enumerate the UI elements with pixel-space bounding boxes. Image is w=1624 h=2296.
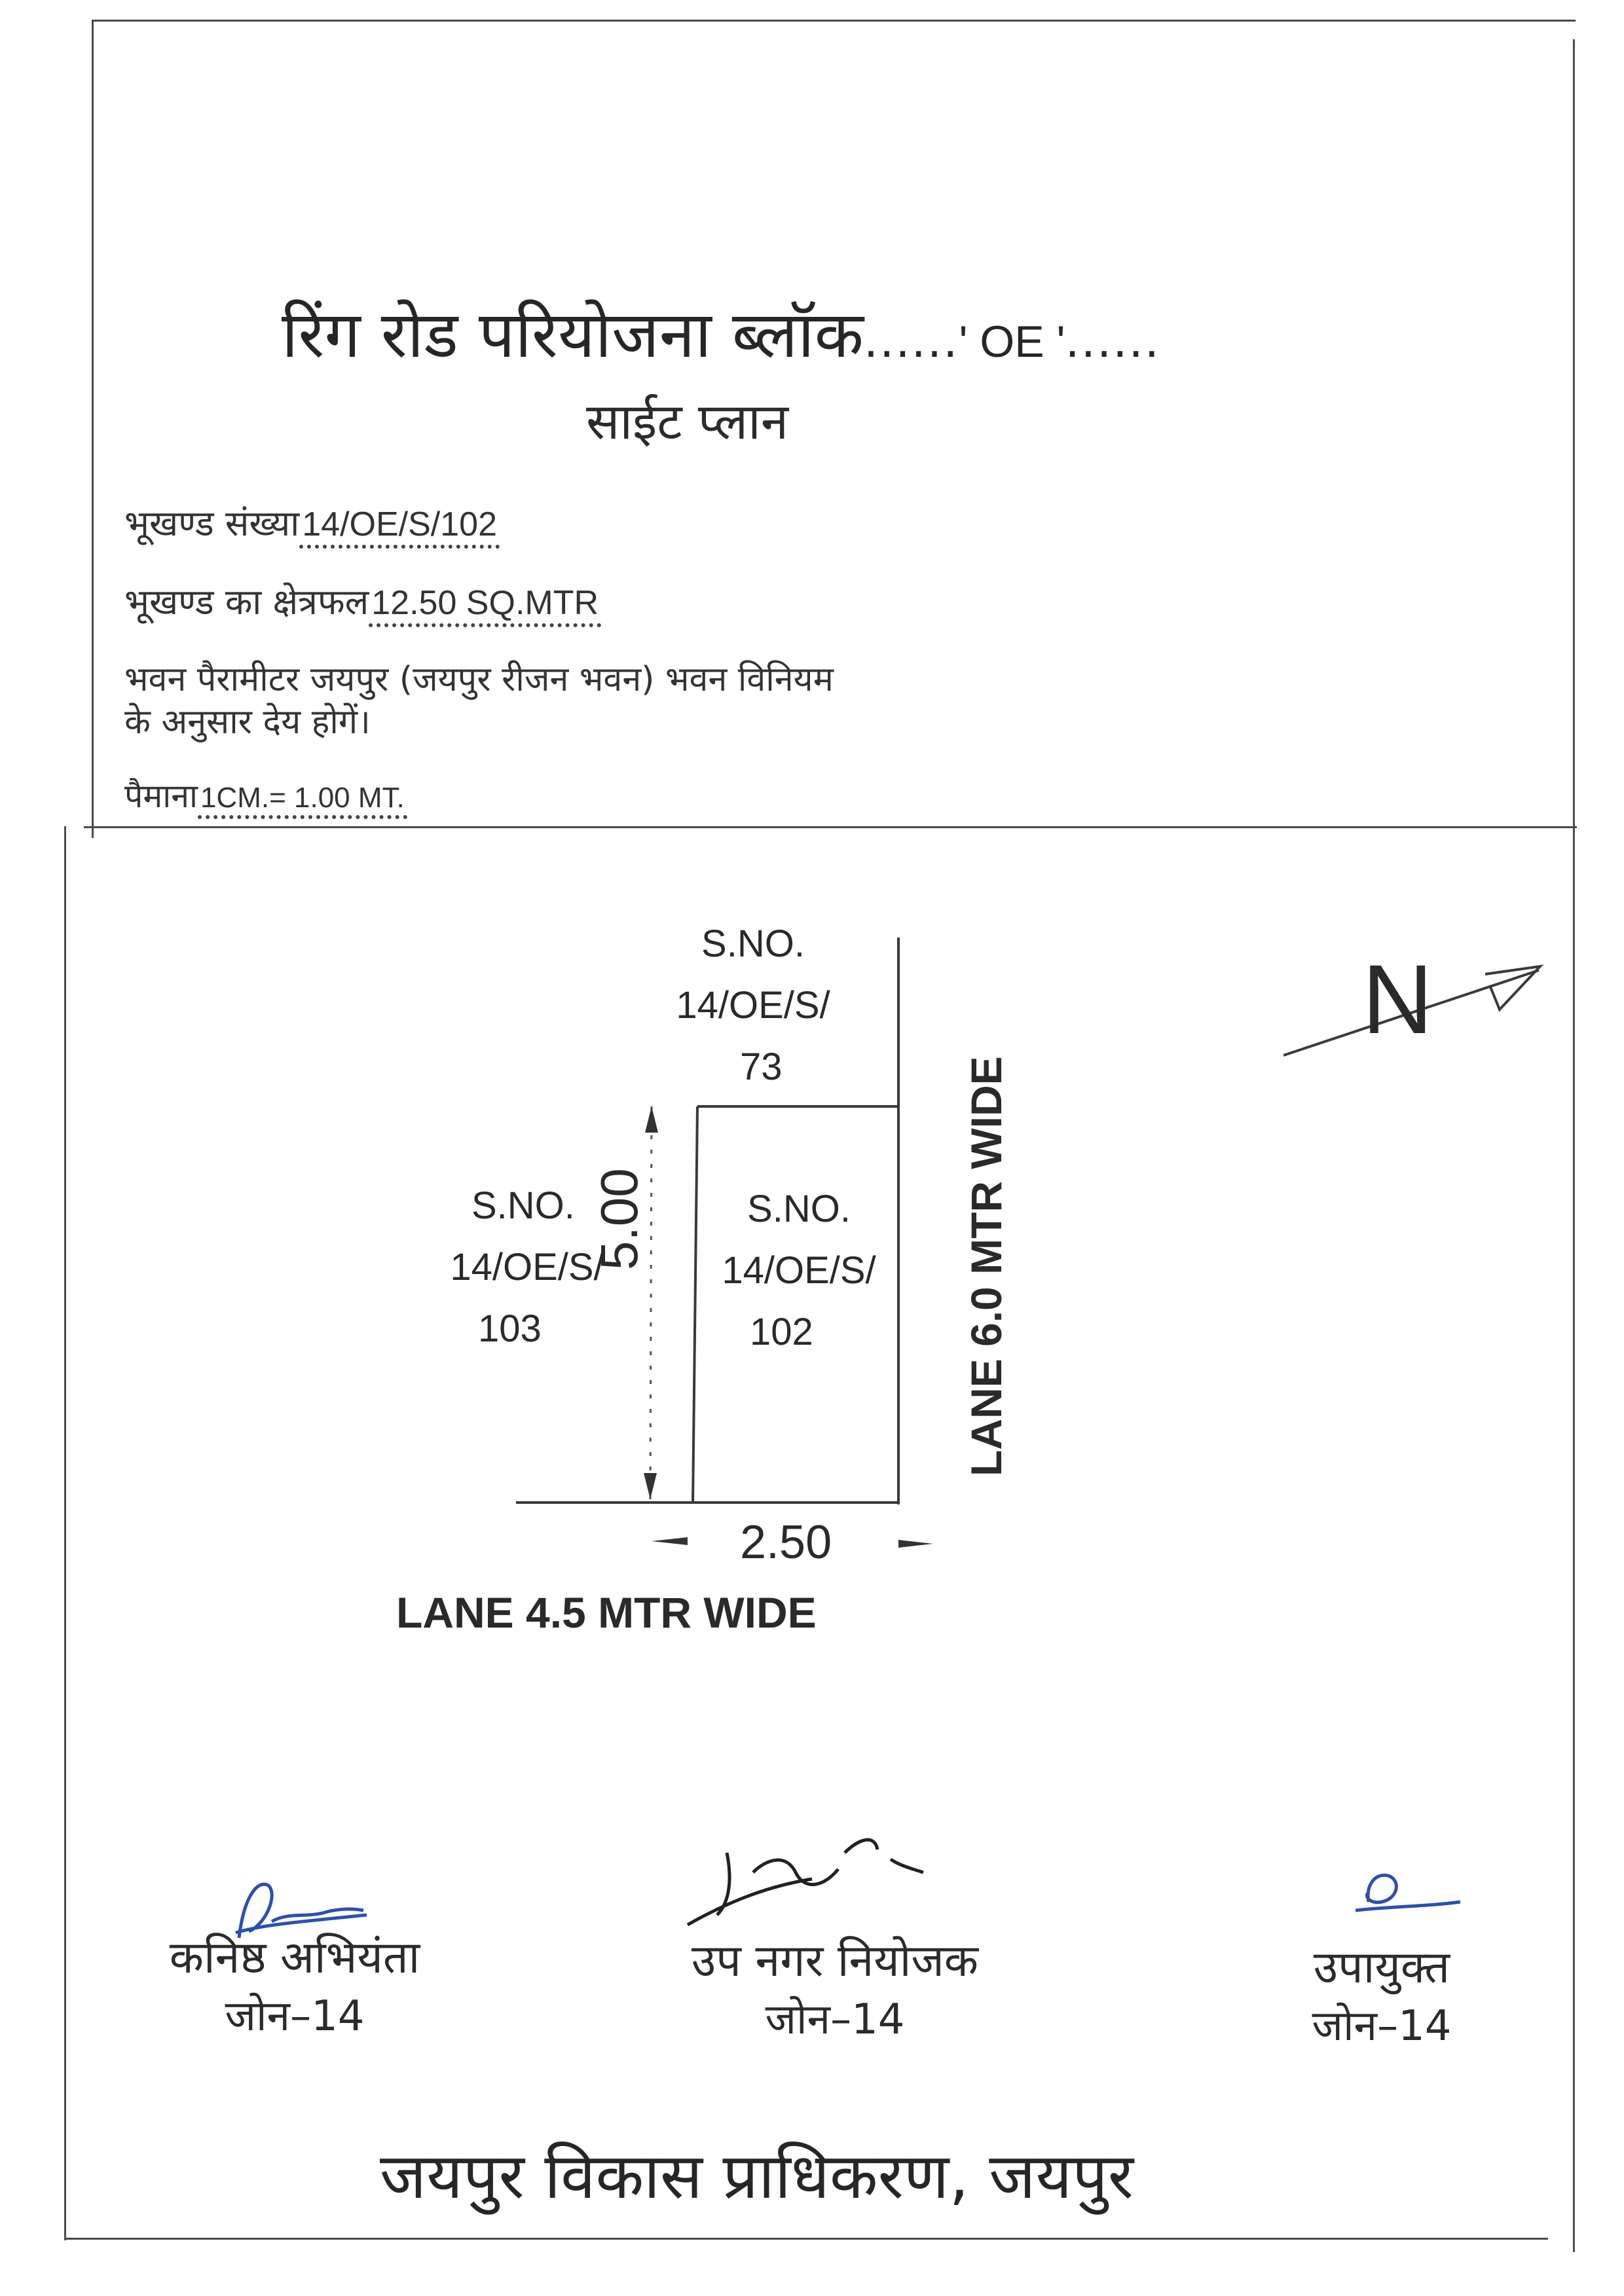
signatory-deputy-commissioner: [1267, 1935, 1496, 2052]
document-subtitle: साईट प्लान: [586, 392, 789, 450]
signatory-deputy-town-planner-zone: जोन–14: [765, 1995, 905, 2044]
depth-arrow-down: [644, 1473, 657, 1499]
block-code: ' OE ': [959, 317, 1065, 367]
plot-area-label: भूखण्ड का क्षेत्रफल: [124, 581, 369, 623]
plot-west-line2: 14/OE/S/: [450, 1246, 604, 1288]
lane-right-label: LANE 6.0 MTR WIDE: [962, 1056, 1010, 1476]
depth-arrow-up: [645, 1106, 658, 1133]
signatory-junior-engineer-zone: जोन–14: [225, 1992, 365, 2041]
title-dots-right: ......: [1065, 314, 1160, 368]
signatory-deputy-town-planner-title: उप नगर नियोजक: [691, 1935, 979, 1987]
scale-label: पैमाना: [124, 777, 198, 815]
authority-footer: जयपुर विकास प्राधिकरण, जयपुर: [380, 2140, 1134, 2213]
plot-west-line3: 103: [478, 1307, 542, 1350]
title-text: रिंग रोड परियोजना ब्लॉक: [282, 298, 864, 373]
width-arrow-left: [652, 1537, 688, 1545]
signatory-deputy-town-planner: [638, 1928, 1031, 2046]
plot-north-line1: S.NO.: [701, 922, 805, 965]
north-marker: N: [1362, 944, 1433, 1054]
plot-subject-line1: S.NO.: [747, 1188, 851, 1230]
signature-deputy-commissioner: [1356, 1875, 1460, 1910]
width-dimension-label: 2.50: [740, 1516, 832, 1569]
plot-number-label: भूखण्ड संख्या: [124, 503, 300, 544]
plot-label-north: [655, 913, 851, 1098]
title-dots-left: ......: [863, 314, 959, 368]
plot-west-line: [693, 1106, 697, 1503]
signature-deputy-town-planner: [688, 1840, 923, 1925]
plot-label-subject: [704, 1178, 894, 1363]
plot-north-line3: 73: [740, 1046, 783, 1088]
signatory-junior-engineer-title: कनिष्ठ अभियंता: [169, 1932, 420, 1984]
plot-north-line2: 14/OE/S/: [676, 984, 830, 1027]
signatory-deputy-commissioner-title: उपायुक्त: [1313, 1942, 1450, 1994]
depth-dimension-line: [650, 1106, 652, 1499]
building-note-line-2: के अनुसार देय होगें।: [124, 702, 371, 742]
plot-area-value: 12.50 SQ.MTR: [369, 584, 601, 627]
signatory-deputy-commissioner-zone: जोन–14: [1312, 2002, 1452, 2050]
lane-bottom-label: LANE 4.5 MTR WIDE: [396, 1588, 817, 1637]
plot-west-line1: S.NO.: [471, 1184, 575, 1227]
building-note-line-1: भवन पैरामीटर जयपुर (जयपुर रीजन भवन) भवन विनियम: [124, 660, 834, 699]
depth-dimension-label: 5.00: [590, 1168, 648, 1270]
width-arrow-right: [898, 1540, 933, 1548]
plot-subject-line2: 14/OE/S/: [722, 1249, 876, 1292]
plot-subject-line3: 102: [750, 1311, 813, 1353]
scale-value: 1CM.= 1.00 MT.: [198, 782, 407, 819]
signatory-junior-engineer: [131, 1925, 458, 2043]
plot-number-value: 14/OE/S/102: [299, 505, 500, 549]
